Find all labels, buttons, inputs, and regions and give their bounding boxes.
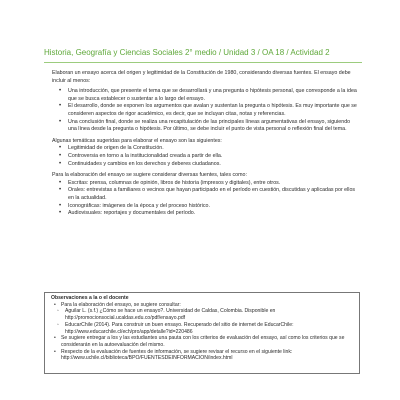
list-item: ◦ Aguilar L. (s.f.) ¿Cómo se hace un ensayo?. Universidad de Caldas, Colombia. Disponible en http://promocionsocial.ucaldas.edu.co/pdf/ensayo.pdf [65,308,353,321]
list-item: • Orales: entrevistas a familiares o vecinos que hayan participado en el período en cuestión, discutidas y aplicadas por ellos en la actualidad. [68,187,358,202]
header-divider [44,62,362,63]
list-item: • Respecto de la evaluación de fuentes de información, se sugiere revisar el recurso en el siguiente link: http://www.uchile.cl/biblioteca/BPO/FUENTESDEINFORMACION/index.html [61,349,353,362]
list-item: • Controversia en torno a la institucionalidad creada a partir de ella. [68,153,358,161]
list-item: • El desarrollo, donde se exponen los argumentos que avalan y sustentan la pregunta o hipótesis. Es muy importante que se consideren aspectos de rigor académico, es decir, que se incluyan citas, notas y referencias. [68,103,358,118]
list-item: • Iconográficas: imágenes de la época y del proceso histórico. [68,203,358,211]
list-item: • Legitimidad de origen de la Constitución. [68,145,358,153]
sources-list [52,180,358,218]
list-item: • Para la elaboración del ensayo, se sugiere consultar: [61,302,353,309]
list-item: • Se sugiere entregar a los y las estudiantes una pauta con los criterios de evaluación del ensayo, así como los criterios que se considerarán en la autoevaluación del mismo. [61,335,353,348]
teacher-notes-sublist [51,308,353,335]
list-item: • Una introducción, que presente el tema que se desarrollará y una pregunta o hipótesis personal, que corresponde a la idea que se busca establecer o sustentar a lo largo del ensayo. [68,88,358,103]
sources-intro: Para la elaboración del ensayo se sugiere considerar diversas fuentes, tales como: [52,172,247,179]
list-item: • Una conclusión final, donde se realiza una recapitulación de las principales líneas argumentativas del ensayo, siguiendo una línea desde la pregunta o hipótesis. Por último, se debe incluir el punto de vista personal o reflexión final del tema. [68,119,358,134]
activity-content [52,70,358,222]
list-item: • Continuidades y cambios en los derechos y deberes ciudadanos. [68,161,358,169]
teacher-notes-title: Observaciones a la o el docente [51,295,129,301]
teacher-notes-list-2 [51,335,353,362]
essay-parts-list [52,88,358,134]
list-item: • Audiovisuales: reportajes y documentales del período. [68,210,358,218]
page-title: Historia, Geografía y Ciencias Sociales 2° medio / Unidad 3 / OA 18 / Actividad 2 [44,48,330,57]
list-item: • Escritas: prensa, columnas de opinión, libros de historia (impresos y digitales), entre otros. [68,180,358,188]
list-item: ◦ EducarChile (2014). Para construir un buen ensayo. Recuperado del sitio de internet de EducarChile: http://www.educarchile.cl/ech/pro/app/detalle?id=220486 [65,322,353,335]
topics-intro: Algunas temáticas sugeridas para elaborar el ensayo son las siguientes: [52,137,222,144]
intro-paragraph: Elaboran un ensayo acerca del origen y legitimidad de la Constitución de 1980, considerando diversas fuentes. El ensayo debe incluir al menos: [52,70,351,84]
teacher-notes-box [44,292,360,374]
topics-list [52,145,358,168]
teacher-notes-list [51,302,353,309]
